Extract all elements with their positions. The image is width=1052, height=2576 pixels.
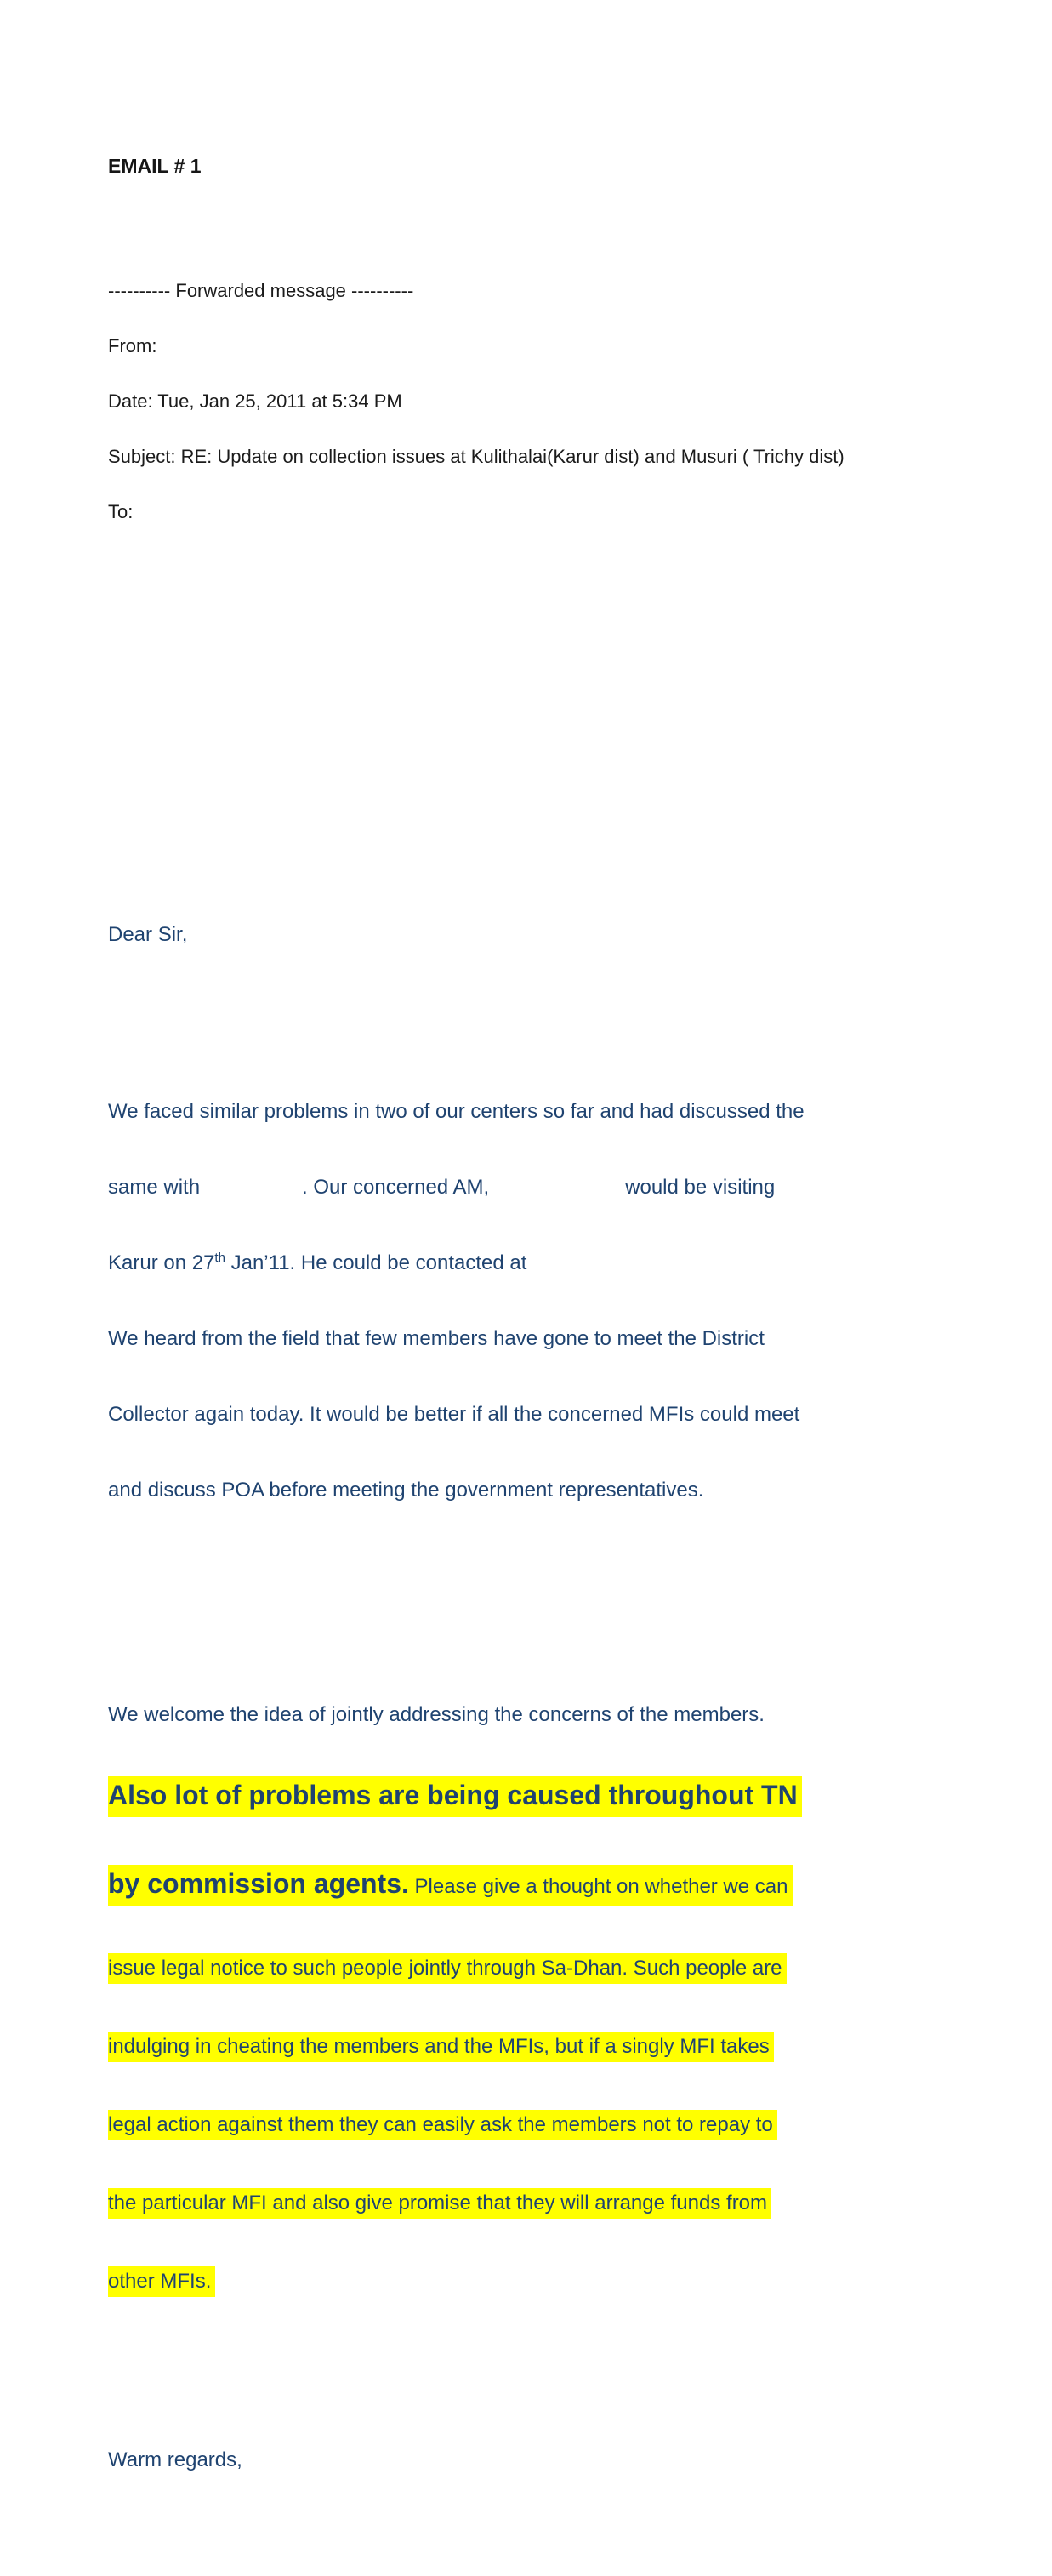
- para1-line5: Collector again today. It would be better if all the concerned MFIs could meet: [108, 1403, 800, 1426]
- paragraph-1: [108, 1050, 950, 1552]
- para1-line3-text-b: Jan’11. He could be contacted at: [225, 1251, 527, 1274]
- subject-line: Subject: RE: Update on collection issues at Kulithalai(Karur dist) and Musuri ( Trichy dist): [108, 446, 844, 467]
- para1-line3-text-a: Karur on 27: [108, 1251, 215, 1274]
- para1-line1: We faced similar problems in two of our centers so far and had discussed the: [108, 1100, 805, 1123]
- email-body: [108, 849, 950, 2545]
- welcome-line: We welcome the idea of jointly addressing the concerns of the members.: [108, 1703, 765, 1726]
- email-heading: EMAIL # 1: [108, 155, 202, 177]
- highlight-bold-text-1: Also lot of problems are being caused throughout TN: [108, 1780, 798, 1810]
- para1-line2: [108, 1173, 950, 1201]
- highlighted-line-5: legal action against them they can easily ask the members not to repay to: [108, 2110, 777, 2140]
- forwarded-separator: ---------- Forwarded message ----------: [108, 280, 414, 301]
- highlight-normal-text-2: Please give a thought on whether we can: [408, 1875, 788, 1898]
- highlighted-line-4: indulging in cheating the members and the MFIs, but if a singly MFI takes: [108, 2032, 774, 2062]
- highlighted-line-2: [108, 1865, 793, 1906]
- para1-line2-text-a: same with: [108, 1176, 201, 1199]
- forwarded-message-header: [108, 248, 950, 555]
- ordinal-superscript: th: [214, 1251, 225, 1265]
- salutation: Dear Sir,: [108, 923, 188, 946]
- paragraph-2: [108, 1653, 950, 2345]
- page-content: [108, 107, 950, 2576]
- from-line: From:: [108, 335, 157, 356]
- highlighted-line-3: issue legal notice to such people jointly through Sa-Dhan. Such people are: [108, 1953, 787, 1984]
- to-line: To:: [108, 501, 134, 522]
- highlighted-line-7: other MFIs.: [108, 2266, 215, 2297]
- para1-line4: We heard from the field that few members have gone to meet the District: [108, 1327, 765, 1350]
- highlight-bold-text-2: by commission agents.: [108, 1868, 409, 1899]
- para1-line2-text-c: would be visiting: [625, 1176, 776, 1199]
- para1-line6: and discuss POA before meeting the government representatives.: [108, 1479, 704, 1502]
- highlighted-line-1: [108, 1776, 802, 1817]
- para1-line2-text-b: . Our concerned AM,: [302, 1176, 490, 1199]
- date-line: Date: Tue, Jan 25, 2011 at 5:34 PM: [108, 390, 402, 412]
- closing: Warm regards,: [108, 2448, 242, 2471]
- para1-line3: [108, 1249, 950, 1277]
- highlighted-line-6: the particular MFI and also give promise that they will arrange funds from: [108, 2188, 771, 2219]
